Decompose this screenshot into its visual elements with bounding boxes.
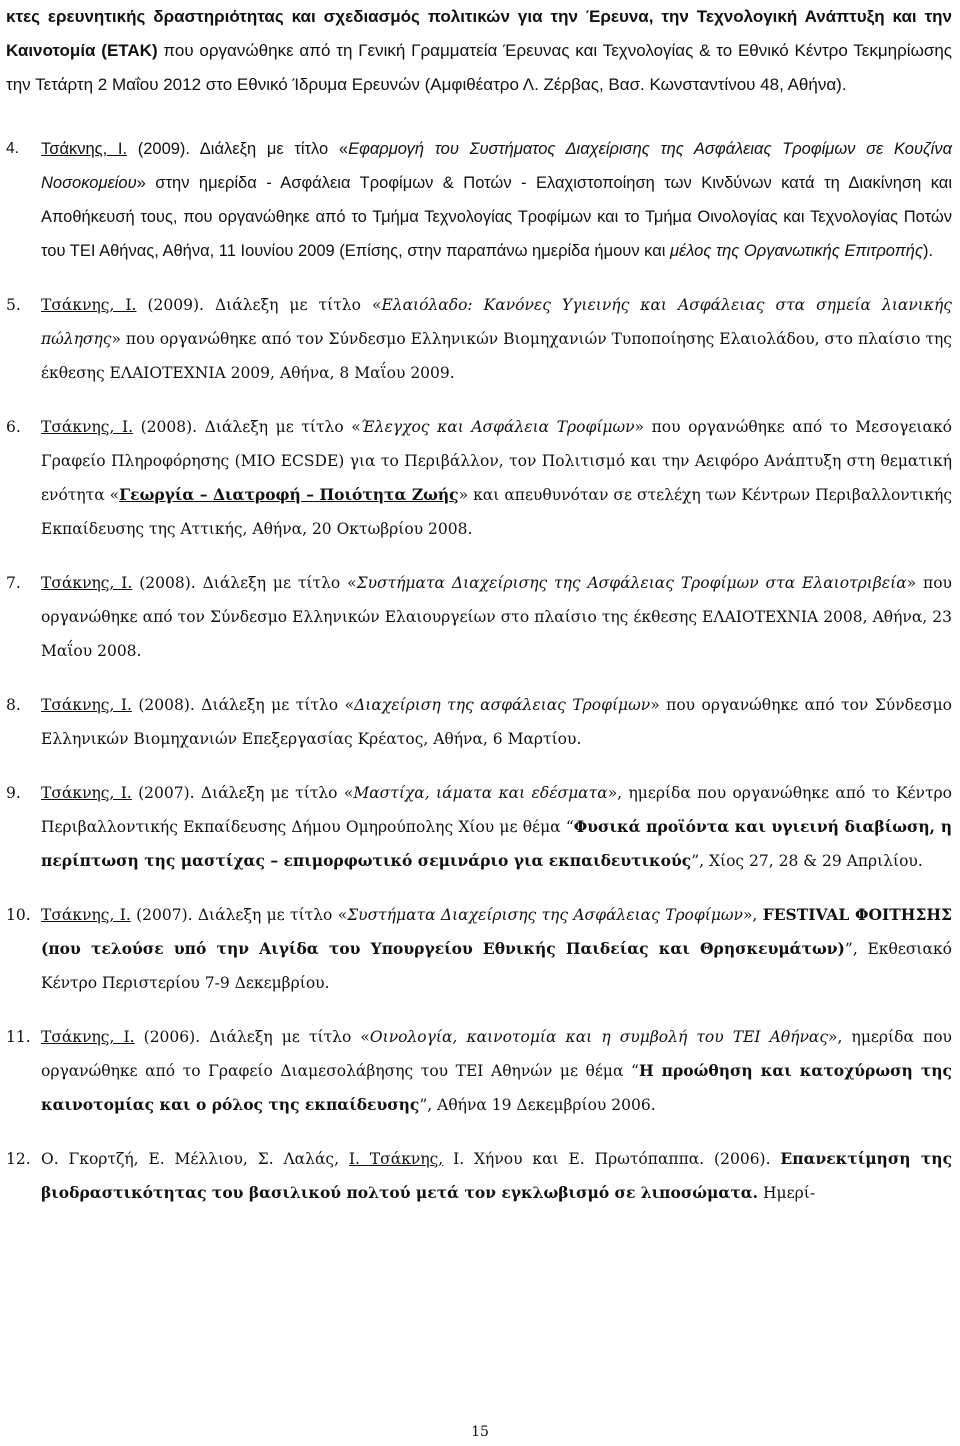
author-name: Τσάκνης, Ι.: [41, 296, 137, 314]
item-text: [41, 898, 952, 1000]
item-segment: Ι. Χήνου και Ε. Πρωτόπαππα. (2006).: [443, 1150, 781, 1168]
item-segment: » που οργανώθηκε από το Μεσογειακό Γραφείο Πληροφόρησης (MIO ECSDE) για το Περιβάλλον, τον Πολιτισμό και την Αειφόρο Ανάπτυξη στη θεματική ενότητα «: [41, 418, 952, 504]
item-segment: ”, Αθήνα 19 Δεκεμβρίου 2006.: [419, 1096, 656, 1114]
item-segment: ”, Εκθεσιακό Κέντρο Περιστερίου 7-9 Δεκεμβρίου.: [41, 940, 952, 992]
lecture-title: Μαστίχα, ιάματα και εδέσματα: [353, 784, 608, 802]
item-segment: », ημερίδα που οργανώθηκε από το Κέντρο Περιβαλλοντικής Εκπαίδευσης Δήμου Ομηρούπολης Χίου με θέμα “: [41, 784, 952, 836]
author-name: Ι. Τσάκνης,: [348, 1150, 444, 1168]
lecture-title: Συστήματα Διαχείρισης της Ασφάλειας Τροφίμων: [347, 906, 743, 924]
item-text: [41, 132, 952, 268]
item-segment: » που οργανώθηκε από τον Σύνδεσμο Ελληνικών Ελαιουργείων στο πλαίσιο της έκθεσης ΕΛΑΙΟΤΕΧΝΙΑ 2008, Αθήνα, 23 Μαΐου 2008.: [41, 574, 952, 660]
item-segment: » που οργανώθηκε από τον Σύνδεσμο Ελληνικών Βιομηχανιών Επεξεργασίας Κρέατος, Αθήνα, 6 Μαρτίου.: [41, 696, 952, 748]
author-name: Τσάκνης, Ι.: [41, 696, 132, 714]
theme-text: Η προώθηση και κατοχύρωση της καινοτομίας και ο ρόλος της εκπαίδευσης: [41, 1061, 952, 1114]
item-number: 4.: [6, 140, 19, 157]
item-number: 8.: [6, 696, 21, 714]
lecture-title: Οινολογία, καινοτομία και η συμβολή του ΤΕΙ Αθήνας: [369, 1028, 829, 1046]
item-number: 6.: [6, 418, 21, 436]
item-segment: (2007). Διάλεξη με τίτλο «: [130, 906, 348, 924]
item-segment: (2007). Διάλεξη με τίτλο «: [131, 784, 354, 802]
item-segment: Ημερί-: [758, 1184, 816, 1202]
item-segment: » στην ημερίδα - Ασφάλεια Τροφίμων & Ποτών - Ελαχιστοποίηση των Κινδύνων κατά τη Διακίνηση και Αποθήκευσή τους, που οργανώθηκε από το Τμήμα Τεχνολογίας Τροφίμων και το Τμήμα Οινολογίας και Τεχνολογίας Ποτών του ΤΕΙ Αθήνας, Αθήνα, 11 Ιουνίου 2009 (Επίσης, στην παραπάνω ημερίδα ήμουν και: [41, 174, 952, 260]
item-segment: (2009). Διάλεξη με τίτλο «: [136, 296, 382, 314]
item-segment: » και απευθυνόταν σε στελέχη των Κέντρων Περιβαλλοντικής Εκπαίδευσης της Αττικής, Αθήνα, 20 Οκτωβρίου 2008.: [41, 486, 953, 538]
item-segment: (2006). Διάλεξη με τίτλο «: [134, 1028, 370, 1046]
theme-text: Γεωργία – Διατροφή – Ποιότητα Ζωής: [119, 485, 459, 504]
list-item: [6, 776, 952, 878]
list-item: [6, 566, 952, 668]
item-number: 10.: [6, 906, 31, 924]
intro-text: που οργανώθηκε από τη Γενική Γραμματεία Έρευνας και Τεχνολογίας & το Εθνικό Κέντρο Τεκμηρίωσης την Τετάρτη 2 Μαΐου 2012 στο Εθνικό Ίδρυμα Ερευνών (Αμφιθέατρο Λ. Ζέρβας, Βασ. Κωνσταντίνου 48, Αθήνα).: [6, 41, 952, 94]
author-name: Τσάκνης, Ι.: [41, 574, 133, 592]
item-text: [41, 288, 952, 390]
list-item: [6, 1020, 952, 1122]
item-text: [41, 1020, 952, 1122]
list-item: [6, 1142, 952, 1210]
event-text: FESTIVAL ΦΟΙΤΗΣΗΣ (που τελούσε υπό την Αιγίδα του Υπουργείου Εθνικής Παιδείας και Θρησκευμάτων): [41, 905, 953, 958]
item-number: 11.: [6, 1028, 31, 1046]
item-segment: », ημερίδα που οργανώθηκε από το Γραφείο Διαμεσολάβησης του ΤΕΙ Αθηνών με θέμα “: [41, 1028, 952, 1080]
list-item: [6, 898, 952, 1000]
author-name: Τσάκνης, Ι.: [41, 906, 131, 924]
item-number: 5.: [6, 296, 21, 314]
item-segment: ”, Χίος 27, 28 & 29 Απριλίου.: [691, 852, 923, 870]
item-segment: ).: [922, 242, 934, 260]
item-segment: » που οργανώθηκε από τον Σύνδεσμο Ελληνικών Βιομηχανιών Τυποποίησης Ελαιολάδου, στο πλαίσιο της έκθεσης ΕΛΑΙΟΤΕΧΝΙΑ 2009, Αθήνα, 8 Μαΐου 2009.: [41, 330, 952, 382]
item-number: 9.: [6, 784, 21, 802]
lecture-title: Διαχείριση της ασφάλειας Τροφίμων: [354, 696, 651, 714]
lecture-list: [6, 132, 952, 1230]
coauthors: Ο. Γκορτζή, Ε. Μέλλιου, Σ. Λαλάς,: [41, 1150, 349, 1168]
intro-paragraph: [6, 0, 952, 102]
author-name: Τσάκνης, Ι.: [41, 1028, 135, 1046]
list-item: [6, 688, 952, 756]
lecture-title: Ελαιόλαδο: Κανόνες Υγιεινής και Ασφάλειας στα σημεία λιανικής πώλησης: [41, 296, 952, 348]
lecture-title: Εφαρμογή του Συστήματος Διαχείρισης της Ασφάλειας Τροφίμων σε Κουζίνα Νοσοκομείου: [41, 140, 952, 192]
page-number: 15: [471, 1424, 489, 1440]
lecture-title: Συστήματα Διαχείρισης της Ασφάλειας Τροφίμων στα Ελαιοτριβεία: [356, 574, 907, 592]
item-segment: (2009). Διάλεξη με τίτλο «: [127, 140, 349, 158]
author-name: Τσάκνης, Ι.: [41, 418, 134, 436]
item-segment: (2008). Διάλεξη με τίτλο «: [133, 418, 361, 436]
intro-bold-text: κτες ερευνητικής δραστηριότητας και σχεδιασμός πολιτικών για την Έρευνα, την Τεχνολογική Ανάπτυξη και την Καινοτομία (ΕΤΑΚ): [6, 7, 952, 60]
item-text: [41, 776, 952, 878]
list-item: [6, 132, 952, 268]
theme-text: Φυσικά προϊόντα και υγιεινή διαβίωση, η περίπτωση της μαστίχας – επιμορφωτικό σεμινάριο για εκπαιδευτικούς: [41, 817, 952, 870]
author-name: Τσάκνης, Ι.: [41, 784, 132, 802]
item-number: 12.: [6, 1150, 31, 1168]
lecture-title: Έλεγχος και Ασφάλεια Τροφίμων: [360, 418, 635, 436]
list-item: [6, 288, 952, 390]
author-name: Τσάκνης, Ι.: [41, 140, 128, 158]
role-text: μέλος της Οργανωτικής Επιτροπής: [670, 242, 923, 260]
item-number: 7.: [6, 574, 21, 592]
item-text: [41, 1142, 952, 1210]
list-item: [6, 410, 952, 546]
item-segment: (2008). Διάλεξη με τίτλο «: [132, 574, 357, 592]
paper-title: Επανεκτίμηση της βιοδραστικότητας του βασιλικού πολτού μετά τον εγκλωβισμό σε λιποσώματα.: [41, 1149, 953, 1202]
item-text: [41, 410, 952, 546]
item-segment: (2008). Διάλεξη με τίτλο «: [131, 696, 355, 714]
item-text: [41, 566, 952, 668]
item-text: [41, 688, 952, 756]
item-segment: »,: [742, 906, 763, 924]
